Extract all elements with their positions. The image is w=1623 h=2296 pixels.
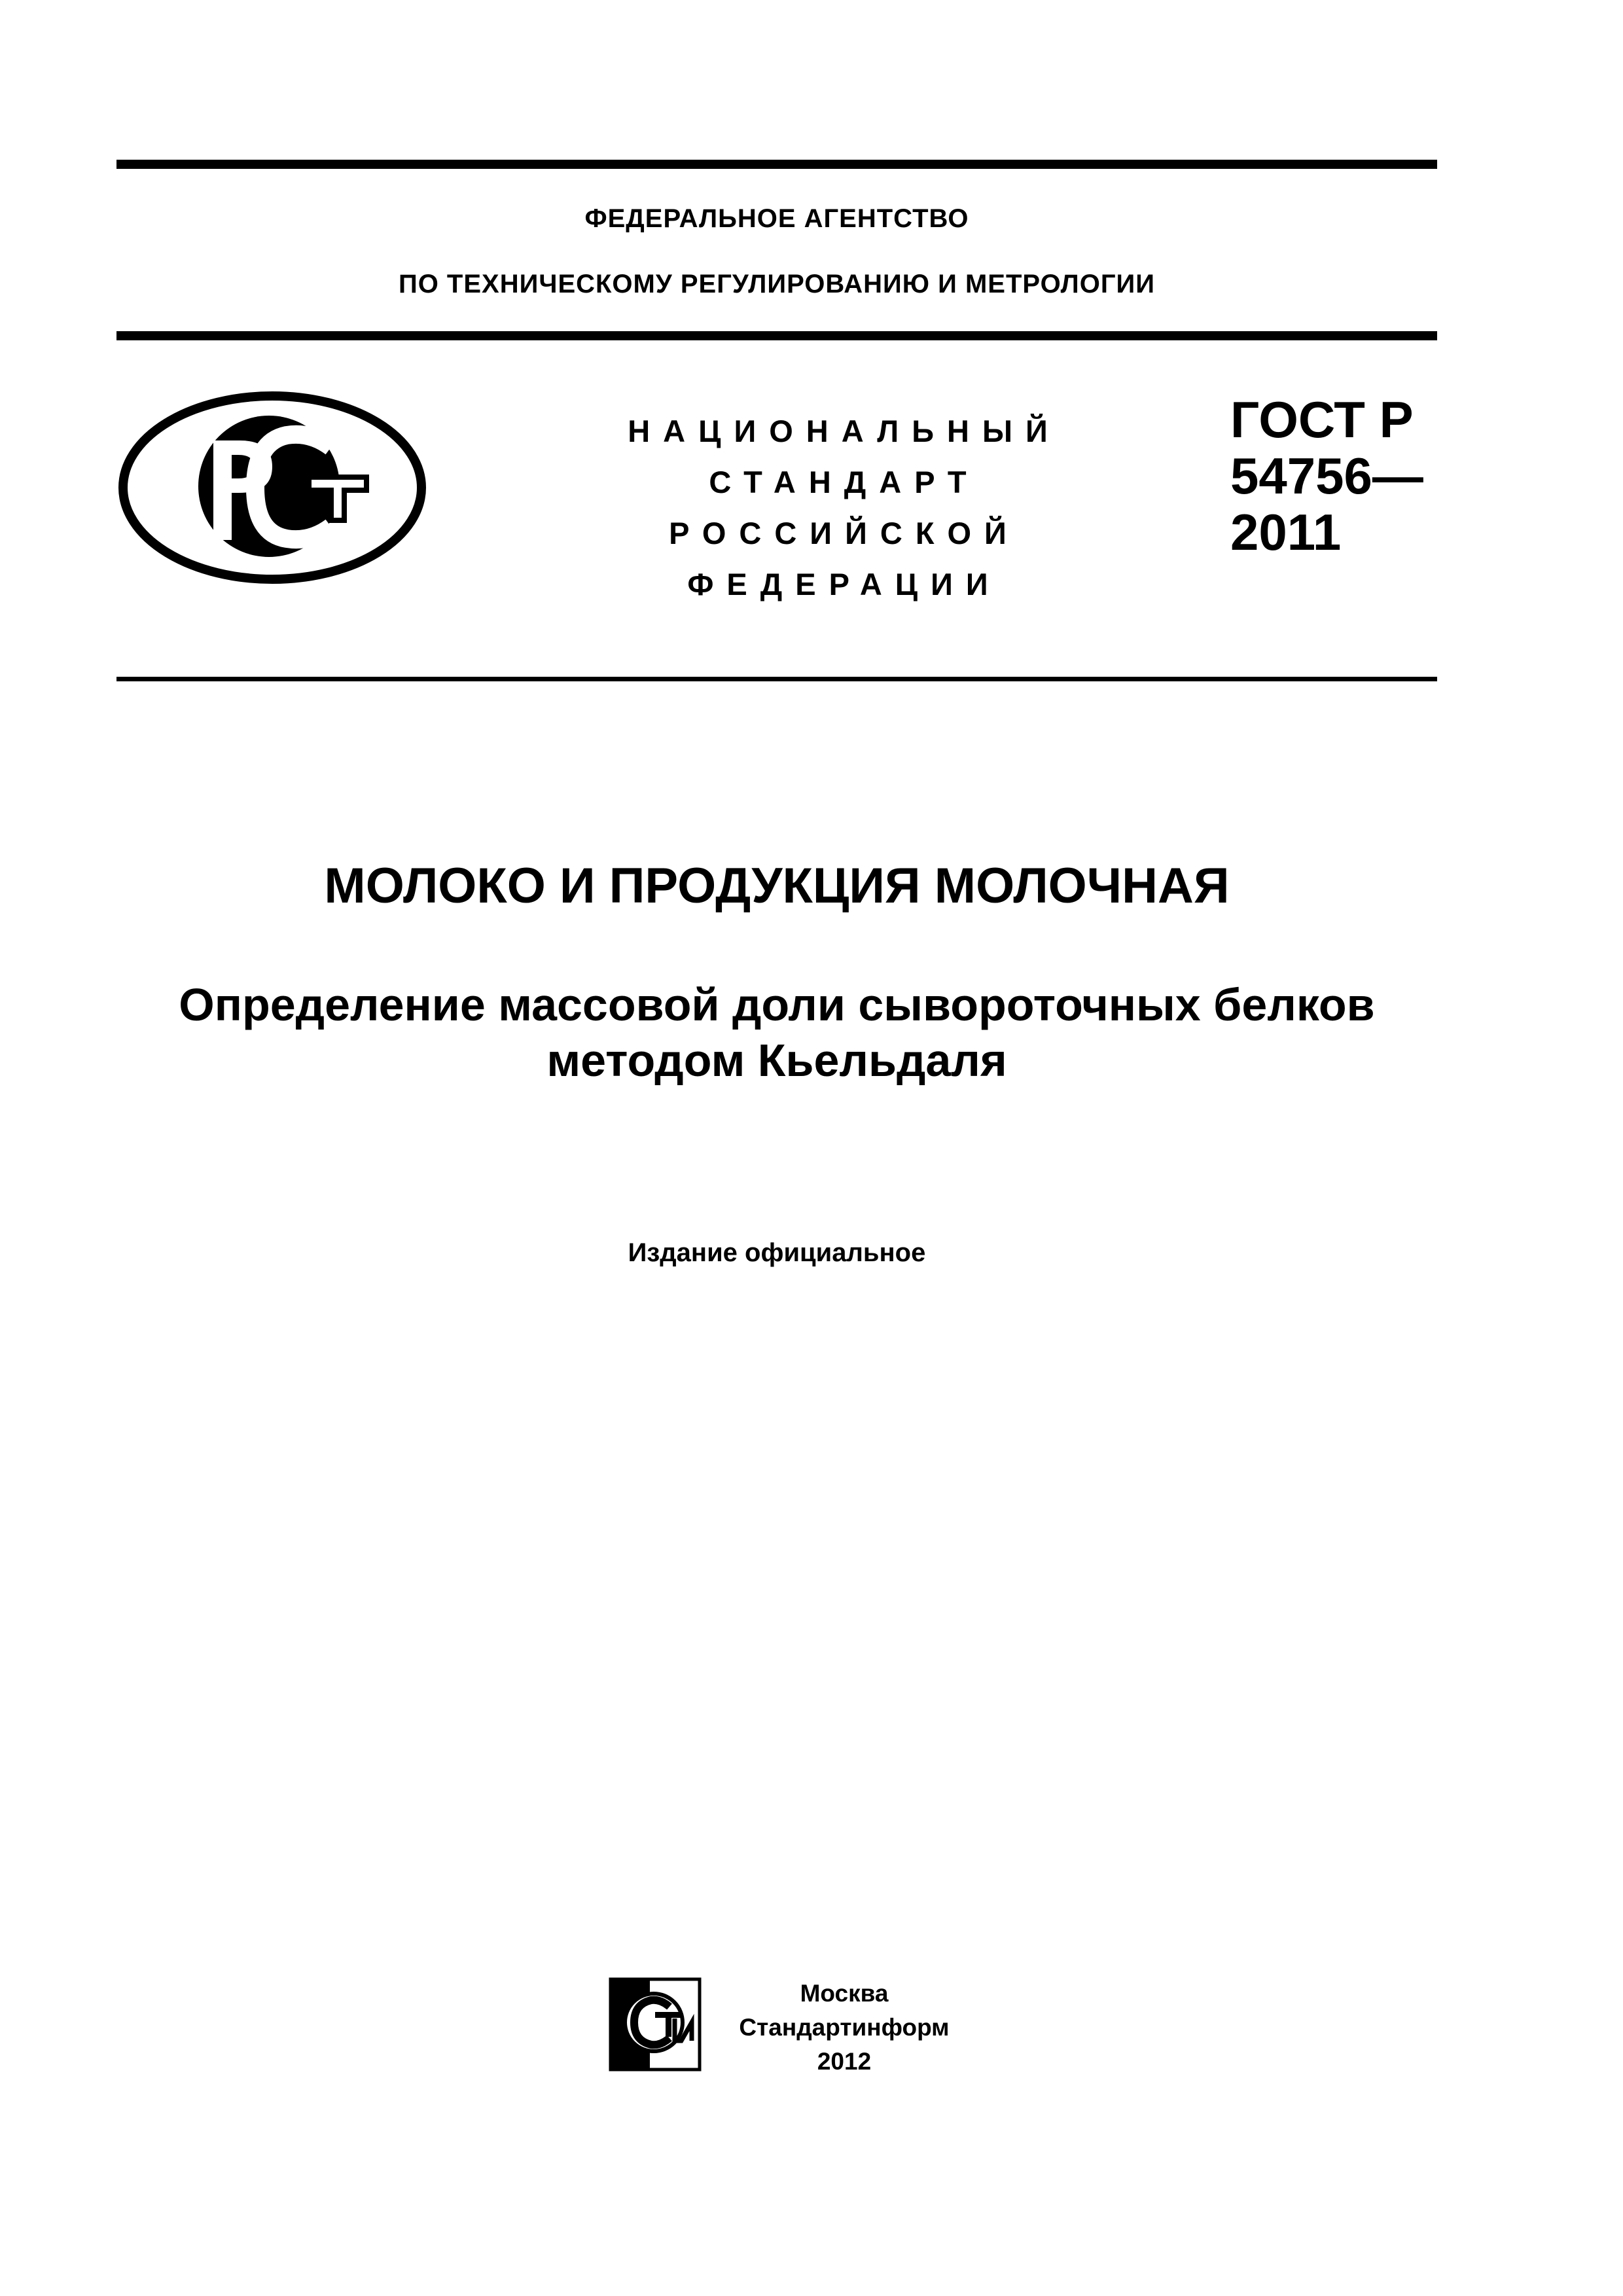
national-standard-label [550,406,1139,610]
standard-type-line: СТАНДАРТ [709,465,980,499]
standard-type-line: ФЕДЕРАЦИИ [687,567,1001,601]
edition-note: Издание официальное [628,1238,926,1267]
standard-type-line: НАЦИОНАЛЬНЫЙ [628,414,1061,448]
agency-title-line-2: ПО ТЕХНИЧЕСКОМУ РЕГУЛИРОВАНИЮ И МЕТРОЛОГИИ [398,270,1156,298]
document-title: МОЛОКО И ПРОДУКЦИЯ МОЛОЧНАЯ [324,858,1230,914]
standard-code-line: 54756— [1230,447,1423,505]
publisher-city: Москва [800,1980,889,2007]
document-subtitle-line-1: Определение массовой доли сывороточных белков [179,979,1375,1030]
standartinform-logo-icon [605,1975,705,2073]
agency-title-line-1: ФЕДЕРАЛЬНОЕ АГЕНТСТВО [584,204,969,233]
standard-code-line: ГОСТ Р [1230,391,1414,448]
rst-emblem-icon [115,389,429,586]
publication-year: 2012 [817,2048,872,2075]
standard-type-line: РОССИЙСКОЙ [669,516,1020,550]
top-thick-rule [116,160,1437,169]
header-bottom-rule [116,331,1437,340]
standard-code [1230,391,1440,560]
publisher-info [730,1977,959,2079]
title-block-rule [116,677,1437,681]
document-subtitle-line-2: методом Кьельдаля [546,1035,1007,1086]
publisher-name: Стандартинформ [739,2014,950,2041]
standard-code-line: 2011 [1230,503,1342,561]
